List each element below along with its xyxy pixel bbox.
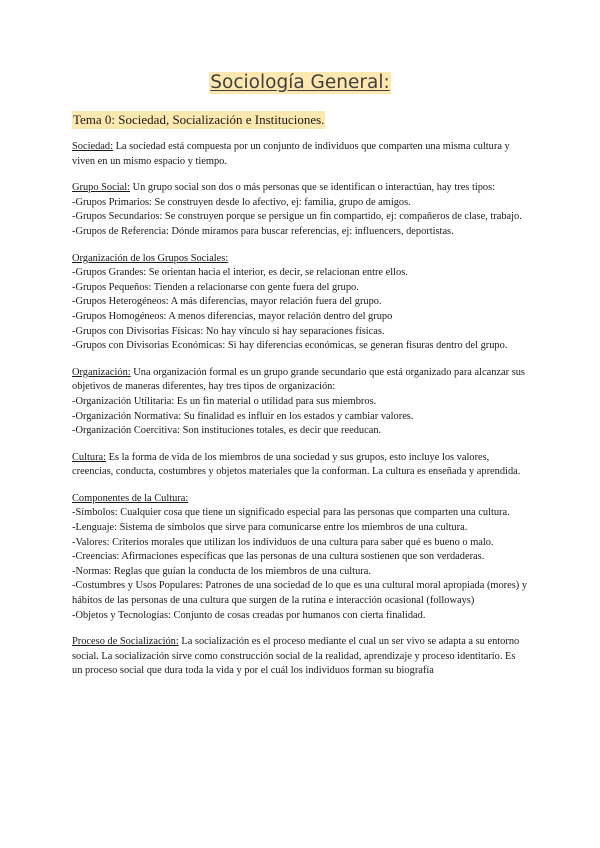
paragraph xyxy=(72,181,528,196)
section-heading-line xyxy=(72,492,528,507)
section-heading: Componentes de la Cultura: xyxy=(72,492,189,504)
list-item: -Grupos con Divisorias Físicas: No hay vínculo si hay separaciones físicas. xyxy=(72,325,385,337)
topic-heading: Tema 0: Sociedad, Socialización e Instituciones. xyxy=(73,112,325,127)
list-item: -Organización Normativa: Su finalidad es influir en los estados y cambiar valores. xyxy=(72,410,414,422)
section-heading: Cultura: xyxy=(72,451,107,463)
section-heading: Organización: xyxy=(72,366,131,378)
list-item: -Normas: Reglas que guían la conducta de los miembros de una cultura. xyxy=(72,565,371,577)
section-socializacion xyxy=(72,635,528,679)
list-item: -Grupos Primarios: Se construyen desde lo afectivo, ej: familia, grupo de amigos. xyxy=(72,196,411,208)
list-item: -Grupos Grandes: Se orientan hacia el interior, es decir, se relacionan entre ellos. xyxy=(72,267,408,279)
list-item: -Organización Utilitaria: Es un fin material o utilidad para sus miembros. xyxy=(72,395,377,407)
paragraph xyxy=(72,140,528,169)
paragraph xyxy=(72,635,528,679)
section-organizacion xyxy=(72,366,528,439)
paragraph xyxy=(72,366,528,395)
section-heading: Proceso de Socialización: xyxy=(72,636,179,648)
section-heading: Sociedad: xyxy=(72,141,113,152)
section-organizacion-grupos xyxy=(72,252,528,354)
section-componentes xyxy=(72,492,528,623)
list-item: -Grupos de Referencia: Dónde miramos para buscar referencias, ej: influencers, deportistas. xyxy=(72,225,454,237)
section-heading: Organización de los Grupos Sociales: xyxy=(72,252,229,264)
section-text: Es la forma de vida de los miembros de una sociedad y sus grupos, esto incluye los valores, creencias, conducta, costumbres y objetos materiales que la conforman. La cultura es enseñada y aprendida. xyxy=(72,451,521,478)
list-item: -Grupos Homogéneos: A menos diferencias, mayor relación dentro del grupo xyxy=(72,310,393,322)
list-item: -Objetos y Tecnologías: Conjunto de cosas creadas por humanos con cierta finalidad. xyxy=(72,609,426,621)
section-text: Una organización formal es un grupo grande secundario que está organizado para alcanzar sus objetivos de maneras diferentes, hay tres tipos de organización: xyxy=(72,366,525,393)
paragraph xyxy=(72,451,528,480)
list-item: -Valores: Criterios morales que utilizan los individuos de una cultura para saber qué es bueno o malo. xyxy=(72,536,494,548)
section-sociedad xyxy=(72,140,528,169)
section-cultura xyxy=(72,451,528,480)
list-item: -Costumbres y Usos Populares: Patrones de una sociedad de lo que es una cultural moral apropiada (mores) y hábitos de las personas de una cultura que surgen de la rutina e interacción ocasional (followays) xyxy=(72,580,528,607)
section-heading: Grupo Social: xyxy=(72,182,131,194)
list-item: -Grupos con Divisorias Económicas: Si hay diferencias económicas, se generan fisuras dentro del grupo. xyxy=(72,340,508,352)
list-item: -Grupos Pequeños: Tienden a relacionarse con gente fuera del grupo. xyxy=(72,281,359,293)
section-grupo-social xyxy=(72,181,528,239)
list-item: -Lenguaje: Sistema de símbolos que sirve para comunicarse entre los miembros de una cultura. xyxy=(72,522,468,534)
list-item: -Grupos Secundarios: Se construyen porque se persigue un fin compartido, ej: compañeros de clase, trabajo. xyxy=(72,211,522,223)
section-text: Un grupo social son dos o más personas que se identifican o interactúan, hay tres tipos: xyxy=(130,182,496,194)
list-item: -Organización Coercitiva: Son instituciones totales, es decir que reeducan. xyxy=(72,425,382,437)
list-item: -Símbolos: Cualquier cosa que tiene un significado especial para las personas que comparten una cultura. xyxy=(72,507,510,519)
section-heading-line xyxy=(72,252,528,267)
list-item: -Creencias: Afirmaciones específicas que las personas de una cultura sostienen que son verdaderas. xyxy=(72,551,485,563)
document-title: Sociología General: xyxy=(210,72,390,93)
list-item: -Grupos Heterogéneos: A más diferencias, mayor relación fuera del grupo. xyxy=(72,296,382,308)
section-text: La socialización es el proceso mediante el cual un ser vivo se adapta a su entorno social. La socialización sirve como construcción social de la realidad, aprendizaje y proceso identitario. Es un proceso social que dura toda la vida y por el cuál los individuos forman su biografía xyxy=(72,636,520,677)
section-text: La sociedad está compuesta por un conjunto de individuos que comparten una misma cultura y viven en un mismo espacio y tiempo. xyxy=(72,141,510,167)
